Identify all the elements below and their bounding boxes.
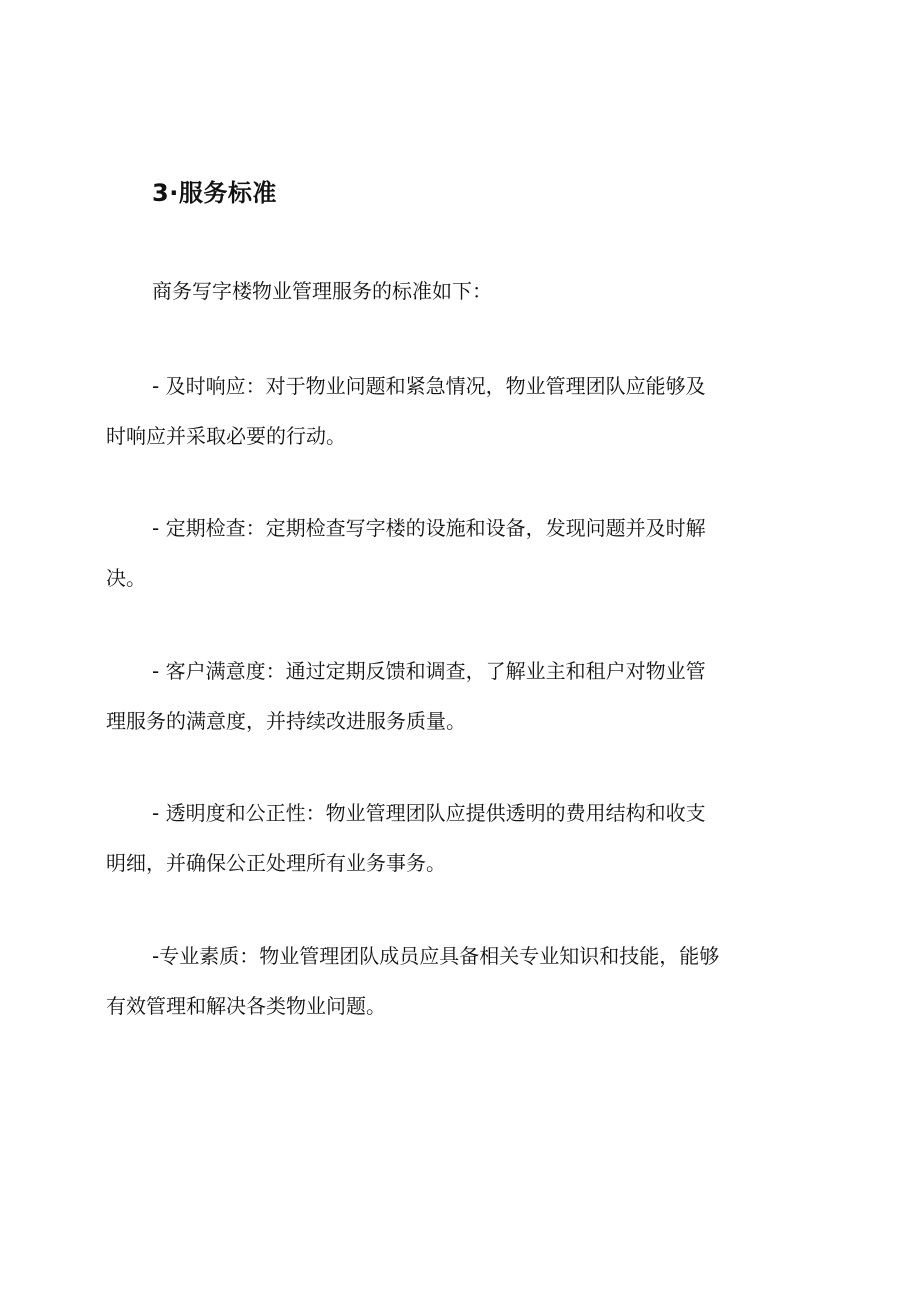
standard-item-line: - 及时响应：对于物业问题和紧急情况，物业管理团队应能够及: [152, 374, 706, 398]
standard-item-transparency: [106, 798, 816, 878]
standard-item-timely-response: [106, 371, 816, 451]
standard-item-line: 时响应并采取必要的行动。: [106, 424, 346, 448]
standard-item-line: - 客户满意度：通过定期反馈和调查，了解业主和租户对物业管: [152, 659, 706, 683]
standard-item-line: 有效管理和解决各类物业问题。: [106, 994, 386, 1018]
standard-item-regular-inspection: [106, 513, 816, 593]
standard-item-customer-satisfaction: [106, 656, 816, 736]
intro-paragraph: 商务写字楼物业管理服务的标准如下：: [152, 279, 492, 303]
standard-item-line: - 定期检查：定期检查写字楼的设施和设备，发现问题并及时解: [152, 516, 706, 540]
standard-item-line: 决。: [106, 566, 146, 590]
standard-item-line: - 透明度和公正性：物业管理团队应提供透明的费用结构和收支: [152, 801, 706, 825]
standard-item-professionalism: [106, 941, 816, 1021]
section-heading: 3·服务标准: [152, 179, 277, 207]
standard-item-line: 明细，并确保公正处理所有业务事务。: [106, 851, 446, 875]
standard-item-line: 理服务的满意度，并持续改进服务质量。: [106, 709, 466, 733]
standard-item-line: -专业素质：物业管理团队成员应具备相关专业知识和技能，能够: [152, 944, 720, 968]
